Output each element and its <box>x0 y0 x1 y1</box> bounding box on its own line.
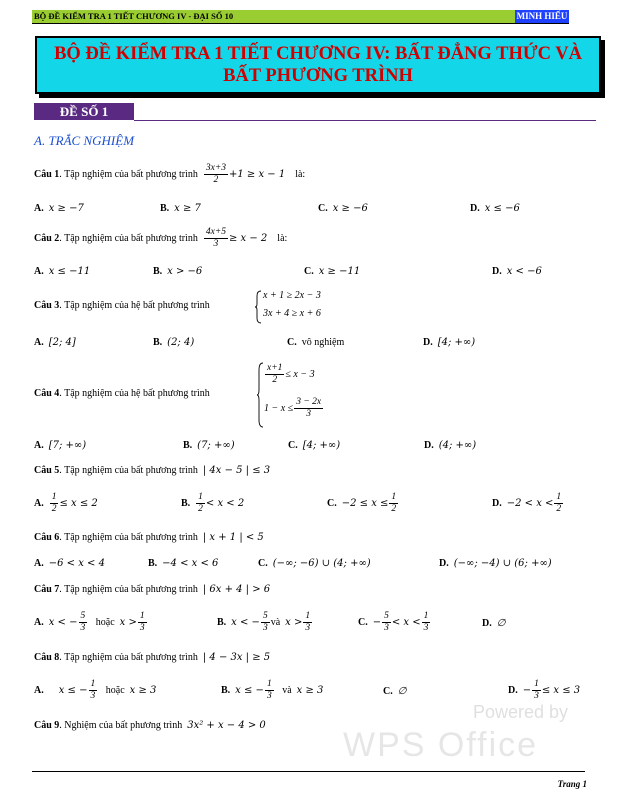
answer-c: C. x ≥ −11 <box>304 266 361 277</box>
fraction: $\frac{4x+5}{3}$ <box>205 227 226 249</box>
answer-b: B. $\frac{1}{2}$ < x < 2 <box>181 492 245 514</box>
watermark-logo: Powered by WPS Office <box>343 702 569 764</box>
answer-c: C. [4; +∞) <box>288 440 341 451</box>
answer-c: C. ∅ <box>383 686 407 697</box>
answer-d: D. − $\frac{1}{3}$ ≤ x ≤ 3 <box>508 679 581 701</box>
answer-d: D. x ≤ −6 <box>470 203 520 214</box>
fraction: $\frac{3x+3}{2}$ <box>205 163 226 185</box>
answer-a: A. −6 < x < 4 <box>34 558 105 569</box>
answer-d: D. x < −6 <box>492 266 542 277</box>
system-line-2: 3x + 4 ≥ x + 6 <box>263 308 321 319</box>
answer-a: A. [2; 4] <box>34 337 76 348</box>
exam-number-badge: ĐỀ SỐ 1 <box>34 103 134 120</box>
system-line-2: 1 − x ≤ $\frac{3 - 2x}{3}$ <box>264 397 322 419</box>
answer-d: D. (−∞; −4) ∪ (6; +∞) <box>439 558 552 569</box>
header-title: BỘ ĐỀ KIỂM TRA 1 TIẾT CHƯƠNG IV - ĐẠI SỐ 10 <box>34 11 234 21</box>
answer-b: B. (2; 4) <box>153 337 195 348</box>
page-number: Trang 1 <box>557 779 587 789</box>
answer-d: D. [4; +∞) <box>423 337 476 348</box>
answer-a: A. [7; +∞) <box>34 440 87 451</box>
answer-c: C. vô nghiệm <box>287 337 345 348</box>
brace-icon <box>254 290 262 324</box>
question-6: Câu 6. Tập nghiệm của bất phương trình | x + 1 | < 5 <box>34 532 264 543</box>
answer-d: D. (4; +∞) <box>424 440 477 451</box>
question-2: Câu 2. Tập nghiệm của bất phương trình $\frac{4x+5}{3}$ ≥ x − 2 là: <box>34 227 288 249</box>
question-4: Câu 4. Tập nghiệm của hệ bất phương trình <box>34 388 210 399</box>
answer-b: B. (7; +∞) <box>183 440 235 451</box>
answer-a: A. $\frac{1}{2}$ ≤ x ≤ 2 <box>34 492 98 514</box>
brace-icon <box>256 362 264 428</box>
footer-divider <box>32 771 585 772</box>
question-3: Câu 3. Tập nghiệm của hệ bất phương trình <box>34 300 210 311</box>
question-1: Câu 1. Tập nghiệm của bất phương trình $\frac{3x+3}{2}$ +1 ≥ x − 1 là: <box>34 163 306 185</box>
header-author: MINH HIẾU <box>516 11 568 21</box>
answer-a: A. x < − $\frac{5}{3}$ hoặc x > $\frac{1}{3}$ <box>34 611 145 633</box>
question-5: Câu 5. Tập nghiệm của bất phương trình | 4x − 5 | ≤ 3 <box>34 465 271 476</box>
question-7: Câu 7. Tập nghiệm của bất phương trình | 6x + 4 | > 6 <box>34 584 271 595</box>
system-line-1: x + 1 ≥ 2x − 3 <box>263 290 321 301</box>
answer-b: B. x ≤ − $\frac{1}{3}$ và x ≥ 3 <box>221 679 324 701</box>
answer-b: B. x > −6 <box>153 266 203 277</box>
answer-d: D. ∅ <box>482 618 506 629</box>
document-title-line-2: BẤT PHƯƠNG TRÌNH <box>223 66 413 86</box>
answer-b: B. −4 < x < 6 <box>148 558 219 569</box>
answer-a: A. x ≥ −7 <box>34 203 84 214</box>
question-9: Câu 9. Nghiệm của bất phương trình 3x² + x − 4 > 0 <box>34 720 266 731</box>
document-title-line-1: BỘ ĐỀ KIỂM TRA 1 TIẾT CHƯƠNG IV: BẤT ĐẲNG THỨC VÀ <box>54 44 582 64</box>
system-line-1: $\frac{x+1}{2}$ ≤ x − 3 <box>267 363 315 385</box>
answer-c: C. −2 ≤ x ≤ $\frac{1}{2}$ <box>327 492 397 514</box>
answer-c: C. x ≥ −6 <box>318 203 368 214</box>
answer-c: C. − $\frac{5}{3}$ < x < $\frac{1}{3}$ <box>358 611 429 633</box>
answer-b: B. x ≥ 7 <box>160 203 201 214</box>
answer-a: A. x ≤ − $\frac{1}{3}$ hoặc x ≥ 3 <box>34 679 157 701</box>
section-heading: A. TRẮC NGHIỆM <box>34 133 135 148</box>
answer-a: A. x ≤ −11 <box>34 266 91 277</box>
page-header <box>32 10 569 24</box>
title-box <box>35 36 601 94</box>
question-text: Tập nghiệm của bất phương trình <box>64 168 198 180</box>
question-label: Câu 1 <box>34 168 60 180</box>
answer-b: B. x < − $\frac{5}{3}$ và x > $\frac{1}{3}$ <box>217 611 311 633</box>
divider <box>134 120 596 121</box>
answer-d: D. −2 < x < $\frac{1}{2}$ <box>492 492 562 514</box>
question-8: Câu 8. Tập nghiệm của bất phương trình | 4 − 3x | ≥ 5 <box>34 652 271 663</box>
answer-c: C. (−∞; −6) ∪ (4; +∞) <box>258 558 371 569</box>
